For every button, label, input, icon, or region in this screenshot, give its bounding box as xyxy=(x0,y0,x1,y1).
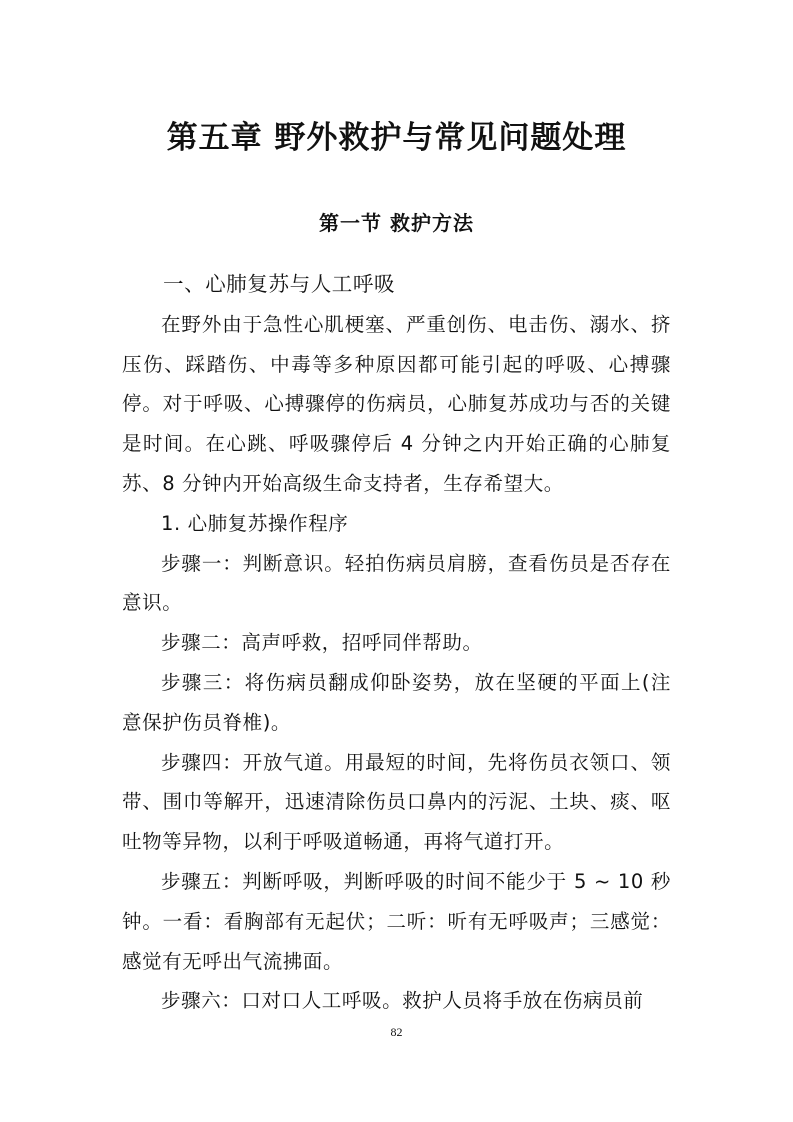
paragraph-intro: 在野外由于急性心肌梗塞、严重创伤、电击伤、溺水、挤压伤、踩踏伤、中毒等多种原因都可能引起的呼吸、心搏骤停。对于呼吸、心搏骤停的伤病员，心肺复苏成功与否的关键是时间。在心跳、呼吸骤停后 4 分钟之内开始正确的心肺复苏、8 分钟内开始高级生命支持者，生存希望大。 xyxy=(122,312,671,495)
paragraph-step-2: 步骤二：高声呼救，招呼同伴帮助。 xyxy=(161,631,483,655)
chapter-title: 第五章 野外救护与常见问题处理 xyxy=(166,120,627,156)
paragraph-step-4: 步骤四：开放气道。用最短的时间，先将伤员衣领口、领带、围巾等解开，迅速清除伤员口鼻内的污泥、土块、痰、呕吐物等异物，以利于呼吸道畅通，再将气道打开。 xyxy=(122,750,671,854)
body-text xyxy=(122,265,671,1021)
paragraph-step-1: 步骤一：判断意识。轻拍伤病员肩膀，查看伤员是否存在意识。 xyxy=(122,551,671,615)
page-number: 82 xyxy=(390,1025,403,1039)
procedure-heading: 1. 心肺复苏操作程序 xyxy=(161,511,349,535)
section-title: 第一节 救护方法 xyxy=(319,211,474,235)
paragraph-step-5: 步骤五：判断呼吸，判断呼吸的时间不能少于 5 ~ 10 秒钟。一看：看胸部有无起伏；二听：听有无呼吸声；三感觉：感觉有无呼出气流拂面。 xyxy=(122,869,671,973)
paragraph-step-3: 步骤三：将伤病员翻成仰卧姿势，放在坚硬的平面上(注意保护伤员脊椎)。 xyxy=(122,670,671,734)
subsection-heading: 一、心肺复苏与人工呼吸 xyxy=(163,272,396,296)
paragraph-step-6: 步骤六：口对口人工呼吸。救护人员将手放在伤病员前 xyxy=(161,989,644,1013)
